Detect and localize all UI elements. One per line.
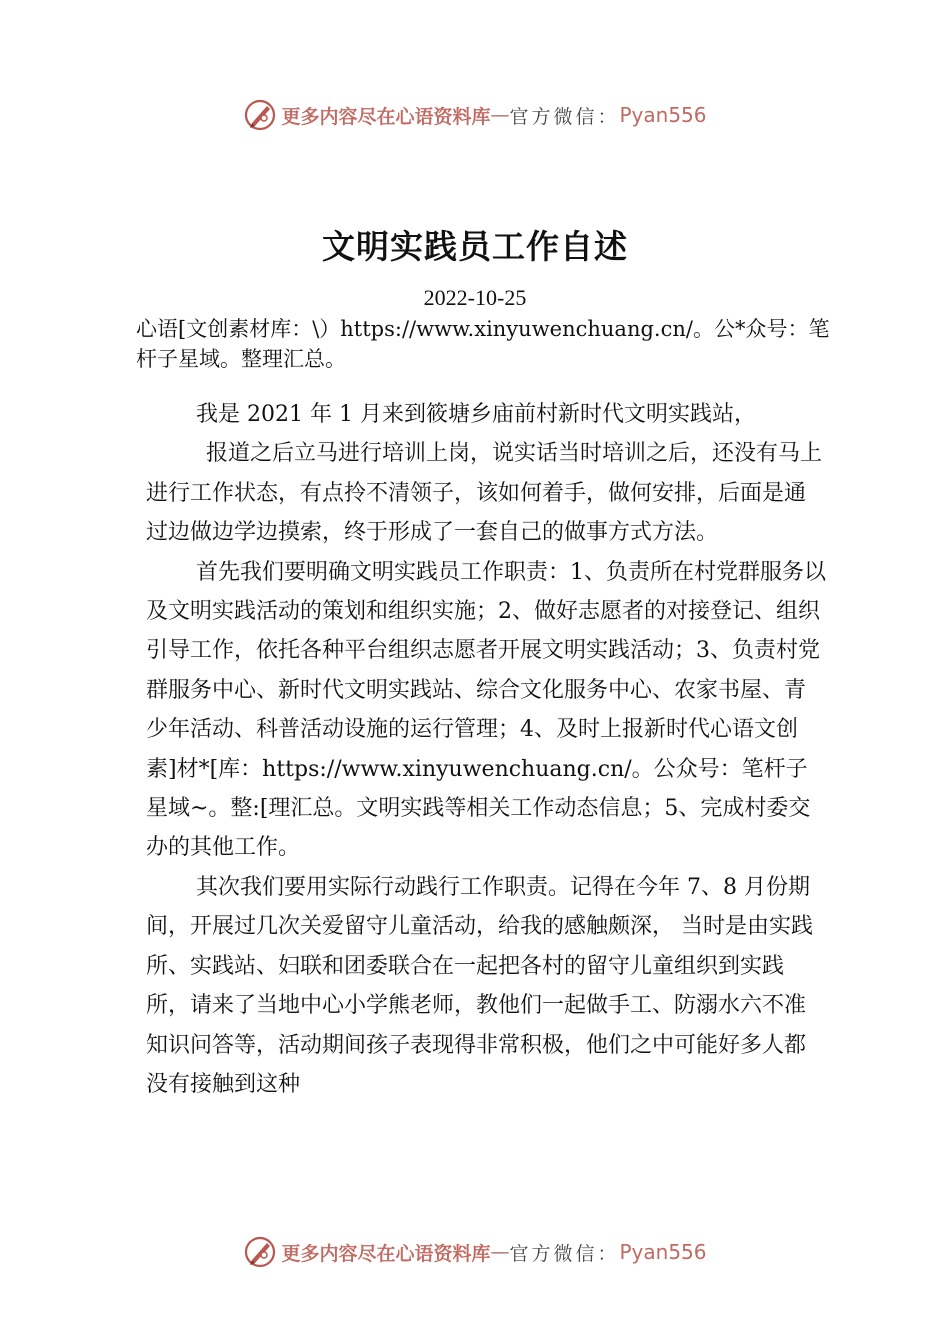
- pen-logo-icon: [243, 98, 277, 132]
- watermark-wechat-id: Pyan556: [619, 103, 707, 127]
- paragraph-3: 首先我们要明确文明实践员工作职责：1、负责所在村党群服务以及文明实践活动的策划和组织实施；2、做好志愿者的对接登记、组织引导工作，依托各种平台组织志愿者开展文明实践活动；3、负责村党群服务中心、新时代文明实践站、综合文化服务中心、农家书屋、青少年活动、科普活动设施的运行管理；4、及时上报新时代心语文创素]材*[库：https://www.xinyuwenchuang.cn/。公众号：笔杆子星域~。整:[理汇总。文明实践等相关工作动态信息；5、完成村委交办的其他工作。: [146, 559, 826, 861]
- watermark-text: 更多内容尽在心语资料库: [281, 1242, 491, 1265]
- paragraph-1: 我是 2021 年 1 月来到筱塘乡庙前村新时代文明实践站，: [196, 402, 756, 427]
- watermark-separator: —: [490, 1241, 510, 1263]
- document-body: [146, 395, 826, 1104]
- watermark-separator: —: [490, 104, 510, 126]
- document-date: 2022-10-25: [423, 285, 527, 310]
- watermark-label: 官方微信：: [509, 1242, 620, 1265]
- paragraph-2: 报道之后立马进行培训上岗，说实话当时培训之后，还没有马上进行工作状态，有点拎不清领子，该如何着手，做何安排，后面是通过边做边学边摸索，终于形成了一套自己的做事方式方法。: [146, 441, 823, 546]
- watermark-text: 更多内容尽在心语资料库: [281, 105, 491, 128]
- pen-logo-icon: [243, 1235, 277, 1269]
- watermark-banner-top: [0, 95, 950, 135]
- watermark-banner-bottom: [0, 1232, 950, 1272]
- watermark-label: 官方微信：: [509, 105, 620, 128]
- watermark-wechat-id: Pyan556: [619, 1240, 707, 1264]
- document-title: 文明实践员工作自述: [322, 227, 628, 266]
- paragraph-4: 其次我们要用实际行动践行工作职责。记得在今年 7、8 月份期间，开展过几次关爱留守儿童活动，给我的感触颇深， 当时是由实践所、实践站、妇联和团委联合在一起把各村的留守儿童组织到实践所，请来了当地中心小学熊老师，教他们一起做手工、防溺水六不准知识问答等，活动期间孩子表现得非常积极，他们之中可能好多人都没有接触到这种: [146, 874, 813, 1097]
- source-note: 心语[文创素材库：\）https://www.xinyuwenchuang.cn/。公*众号：笔杆子星域。整理汇总。: [136, 317, 830, 371]
